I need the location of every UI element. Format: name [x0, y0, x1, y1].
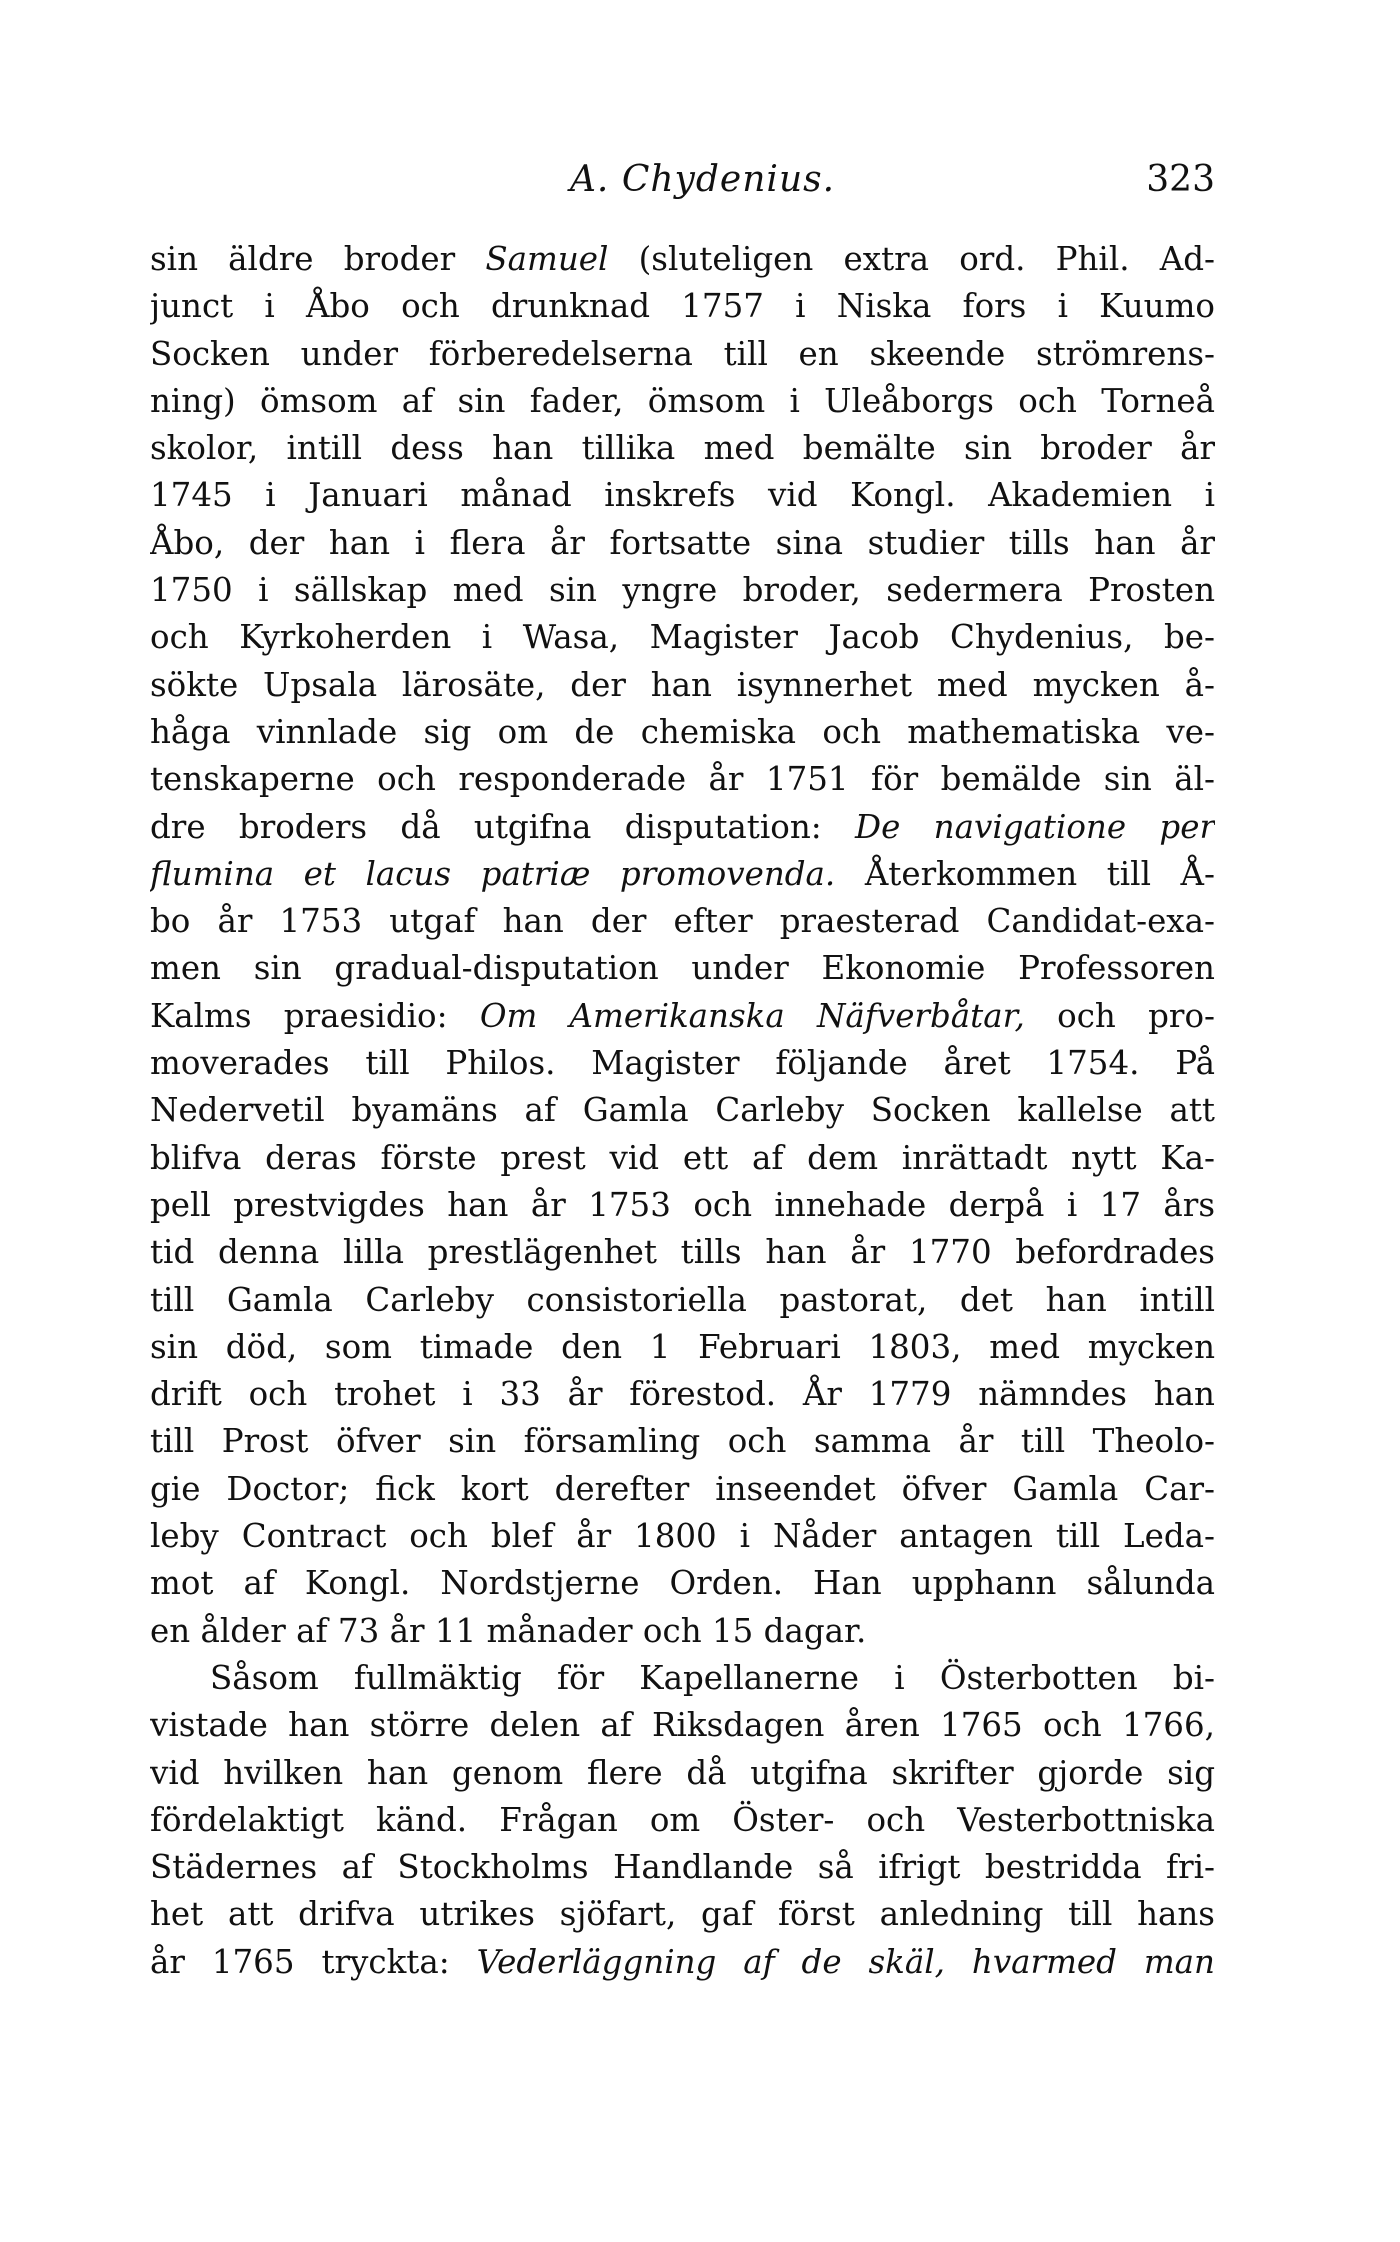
- text-line: [150, 425, 1215, 472]
- text-line: [150, 993, 1215, 1040]
- text-segment: en ålder af 73 år 11 månader och 15 dagar.: [150, 1611, 867, 1650]
- text-segment: Socken under förberedelserna till en skeende strömrens-: [150, 334, 1215, 373]
- text-line: [150, 851, 1215, 898]
- text-line: [150, 662, 1215, 709]
- text-segment: tid denna lilla prestlägenhet tills han år 1770 befordrades: [150, 1233, 1215, 1272]
- text-segment: men sin gradual-disputation under Ekonomie Professoren: [150, 949, 1215, 988]
- text-segment: leby Contract och blef år 1800 i Nåder antagen till Leda-: [150, 1517, 1215, 1556]
- text-line: [150, 804, 1215, 851]
- body-text: [150, 236, 1215, 1986]
- running-head: A. Chydenius.: [569, 159, 836, 200]
- text-line: [150, 1135, 1215, 1182]
- text-segment: fördelaktigt känd. Frågan om Öster- och Vesterbottniska: [150, 1800, 1215, 1839]
- text-line: [150, 472, 1215, 519]
- page-header: [150, 150, 1215, 210]
- italic-text: Samuel: [485, 240, 609, 278]
- text-line: [150, 1702, 1215, 1749]
- text-segment: 1750 i sällskap med sin yngre broder, sedermera Prosten: [150, 571, 1215, 610]
- text-segment: gie Doctor; fick kort derefter inseendet öfver Gamla Car-: [150, 1469, 1215, 1508]
- text-segment: skolor, intill dess han tillika med bemälte sin broder år: [150, 429, 1215, 468]
- text-line: [150, 1182, 1215, 1229]
- text-line: [150, 898, 1215, 945]
- text-segment: och pro-: [1024, 996, 1215, 1035]
- text-line: [150, 236, 1215, 283]
- text-line: [150, 1560, 1215, 1607]
- text-line: [150, 1371, 1215, 1418]
- italic-text: Om Amerikanska Näfverbåtar,: [479, 996, 1025, 1035]
- text-segment: Såsom fullmäktig för Kapellanerne i Österbotten bi-: [210, 1658, 1215, 1697]
- text-line: [150, 756, 1215, 803]
- text-segment: vid hvilken han genom flere då utgifna skrifter gjorde sig: [150, 1753, 1215, 1792]
- italic-text: De navigatione per: [855, 807, 1215, 846]
- text-segment: het att drifva utrikes sjöfart, gaf först anledning till hans: [150, 1895, 1215, 1934]
- text-line: [150, 283, 1215, 330]
- text-segment: sin äldre broder: [150, 240, 486, 278]
- italic-text: Vederläggning af de skäl, hvarmed man: [476, 1942, 1215, 1981]
- text-segment: Kalms praesidio:: [150, 996, 480, 1035]
- text-segment: Åbo, der han i flera år fortsatte sina studier tills han år: [150, 523, 1215, 562]
- text-line: [150, 1324, 1215, 1371]
- text-line: [150, 614, 1215, 661]
- text-segment: mot af Kongl. Nordstjerne Orden. Han upphann sålunda: [150, 1564, 1215, 1603]
- text-line: [150, 1229, 1215, 1276]
- text-segment: Städernes af Stockholms Handlande så ifrigt bestridda fri-: [150, 1848, 1215, 1887]
- text-line: [150, 1797, 1215, 1844]
- text-segment: Återkommen till Å-: [835, 854, 1215, 893]
- text-line: [150, 945, 1215, 992]
- text-line: [150, 567, 1215, 614]
- text-line: [150, 709, 1215, 756]
- text-segment: tenskaperne och responderade år 1751 för bemälde sin äl-: [150, 760, 1215, 799]
- text-segment: år 1765 tryckta:: [150, 1942, 477, 1981]
- text-segment: ning) ömsom af sin fader, ömsom i Uleåborgs och Torneå: [150, 381, 1215, 420]
- text-segment: dre broders då utgifna disputation:: [150, 807, 856, 846]
- text-line: [150, 1087, 1215, 1134]
- text-line: [150, 331, 1215, 378]
- text-segment: håga vinnlade sig om de chemiska och mathematiska ve-: [150, 712, 1215, 751]
- text-segment: till Gamla Carleby consistoriella pastorat, det han intill: [150, 1280, 1215, 1319]
- text-segment: vistade han större delen af Riksdagen åren 1765 och 1766,: [150, 1706, 1215, 1745]
- text-segment: till Prost öfver sin församling och samma år till Theolo-: [150, 1422, 1215, 1461]
- text-segment: bo år 1753 utgaf han der efter praesterad Candidat-exa-: [150, 902, 1215, 941]
- text-segment: sökte Upsala lärosäte, der han isynnerhet med mycken å-: [150, 665, 1215, 704]
- text-line: [150, 1277, 1215, 1324]
- text-segment: (sluteligen extra ord. Phil. Ad-: [608, 240, 1215, 278]
- text-line: [150, 378, 1215, 425]
- text-segment: sin död, som timade den 1 Februari 1803, med mycken: [150, 1327, 1215, 1366]
- text-line: [150, 1891, 1215, 1938]
- text-line: [150, 1655, 1215, 1702]
- text-line: [150, 1040, 1215, 1087]
- text-segment: och Kyrkoherden i Wasa, Magister Jacob Chydenius, be-: [150, 618, 1215, 657]
- text-line: [150, 520, 1215, 567]
- text-line: [150, 1513, 1215, 1560]
- text-segment: blifva deras förste prest vid ett af dem inrättadt nytt Ka-: [150, 1138, 1215, 1177]
- text-segment: junct i Åbo och drunknad 1757 i Niska fors i Kuumo: [150, 287, 1215, 326]
- text-line: [150, 1750, 1215, 1797]
- text-segment: pell prestvigdes han år 1753 och innehade derpå i 17 års: [150, 1185, 1215, 1224]
- text-line: [150, 1844, 1215, 1891]
- text-line: [150, 1418, 1215, 1465]
- page-number: 323: [1146, 159, 1215, 200]
- text-segment: drift och trohet i 33 år förestod. År 1779 nämndes han: [150, 1375, 1215, 1414]
- italic-text: flumina et lacus patriæ promovenda.: [150, 854, 836, 893]
- text-line: [150, 1939, 1215, 1986]
- text-line: [150, 1608, 1215, 1655]
- text-segment: Nedervetil byamäns af Gamla Carleby Socken kallelse att: [150, 1091, 1215, 1130]
- text-segment: moverades till Philos. Magister följande året 1754. På: [150, 1044, 1215, 1083]
- text-segment: 1745 i Januari månad inskrefs vid Kongl. Akademien i: [150, 476, 1215, 515]
- text-line: [150, 1466, 1215, 1513]
